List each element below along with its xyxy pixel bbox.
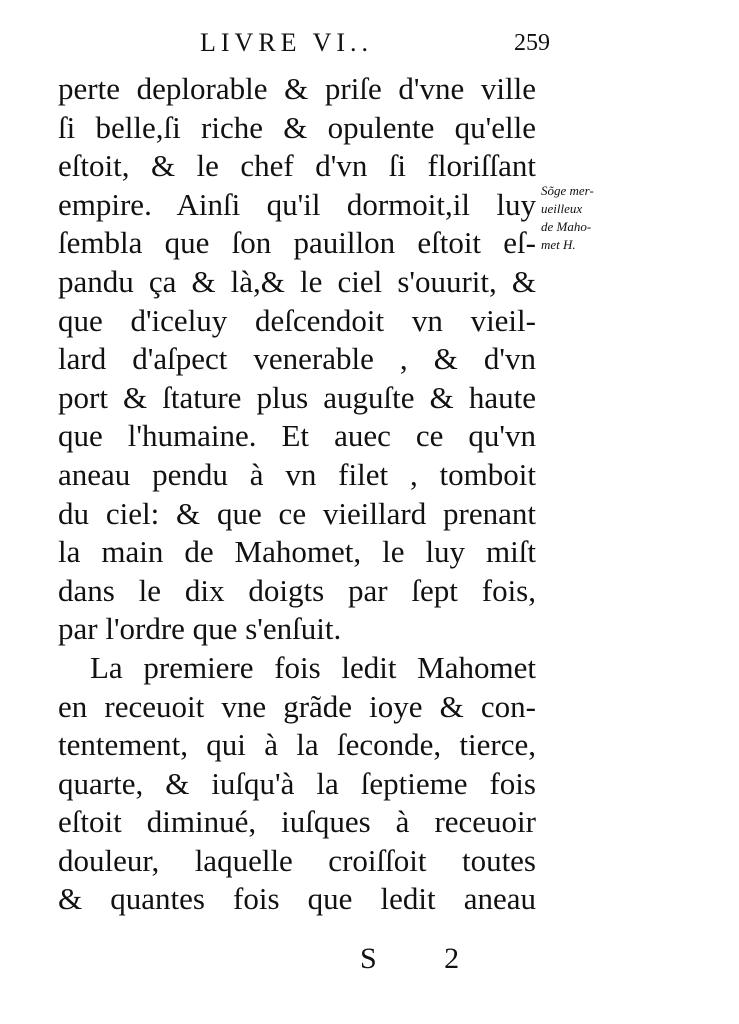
text-line: dans le dix doigts par ſept fois,: [58, 572, 536, 608]
text-line: lard d'aſpect venerable , & d'vn: [58, 341, 536, 377]
page-number: 259: [514, 30, 550, 56]
text-line: quarte, & iuſqu'à la ſeptieme fois: [58, 765, 536, 801]
text-line: douleur, laquelle croiſſoit toutes: [58, 842, 536, 878]
text-line: tentement, qui à la ſeconde, tierce,: [58, 727, 536, 763]
text-line: que l'humaine. Et auec ce qu'vn: [58, 418, 536, 454]
text-line: que d'iceluy deſcendoit vn vieil-: [58, 302, 536, 338]
running-title: LIVRE VI..: [200, 28, 374, 57]
marginal-note-line: de Maho-: [541, 219, 592, 234]
text-line: ſi belle,ſi riche & opulente qu'elle: [58, 109, 536, 145]
text-line: ſembla que ſon pauillon eſtoit eſ-: [58, 225, 536, 261]
text-line: la main de Mahomet, le luy miſt: [58, 534, 536, 570]
text-line: en receuoit vne grãde ioye & con-: [58, 688, 536, 724]
text-line: par l'ordre que s'enſuit.: [58, 611, 342, 647]
text-line: eſtoit diminué, iuſques à receuoir: [58, 804, 536, 840]
marginal-note-line: met H.: [541, 237, 576, 252]
text-line: empire. Ainſi qu'il dormoit,il luy: [58, 186, 536, 222]
marginal-note-line: ueilleux: [541, 201, 583, 216]
text-line: aneau pendu à vn filet , tomboit: [58, 456, 536, 492]
signature-mark: S 2: [360, 942, 490, 975]
page-header: [60, 28, 550, 64]
text-line: port & ſtature plus auguſte & haute: [58, 379, 536, 415]
body-text: [58, 70, 536, 919]
text-line: perte deplorable & priſe d'vne ville: [58, 71, 536, 106]
marginal-note-line: Sõge mer-: [541, 183, 594, 198]
text-line: & quantes fois que ledit aneau: [58, 881, 536, 917]
text-line: La premiere fois ledit Mahomet: [90, 649, 536, 685]
text-line: pandu ça & là,& le ciel s'ouurit, &: [58, 263, 536, 299]
text-line: eſtoit, & le chef d'vn ſi floriſſant: [58, 148, 536, 184]
marginal-note: [541, 182, 627, 254]
text-line: du ciel: & que ce vieillard prenant: [58, 495, 536, 531]
